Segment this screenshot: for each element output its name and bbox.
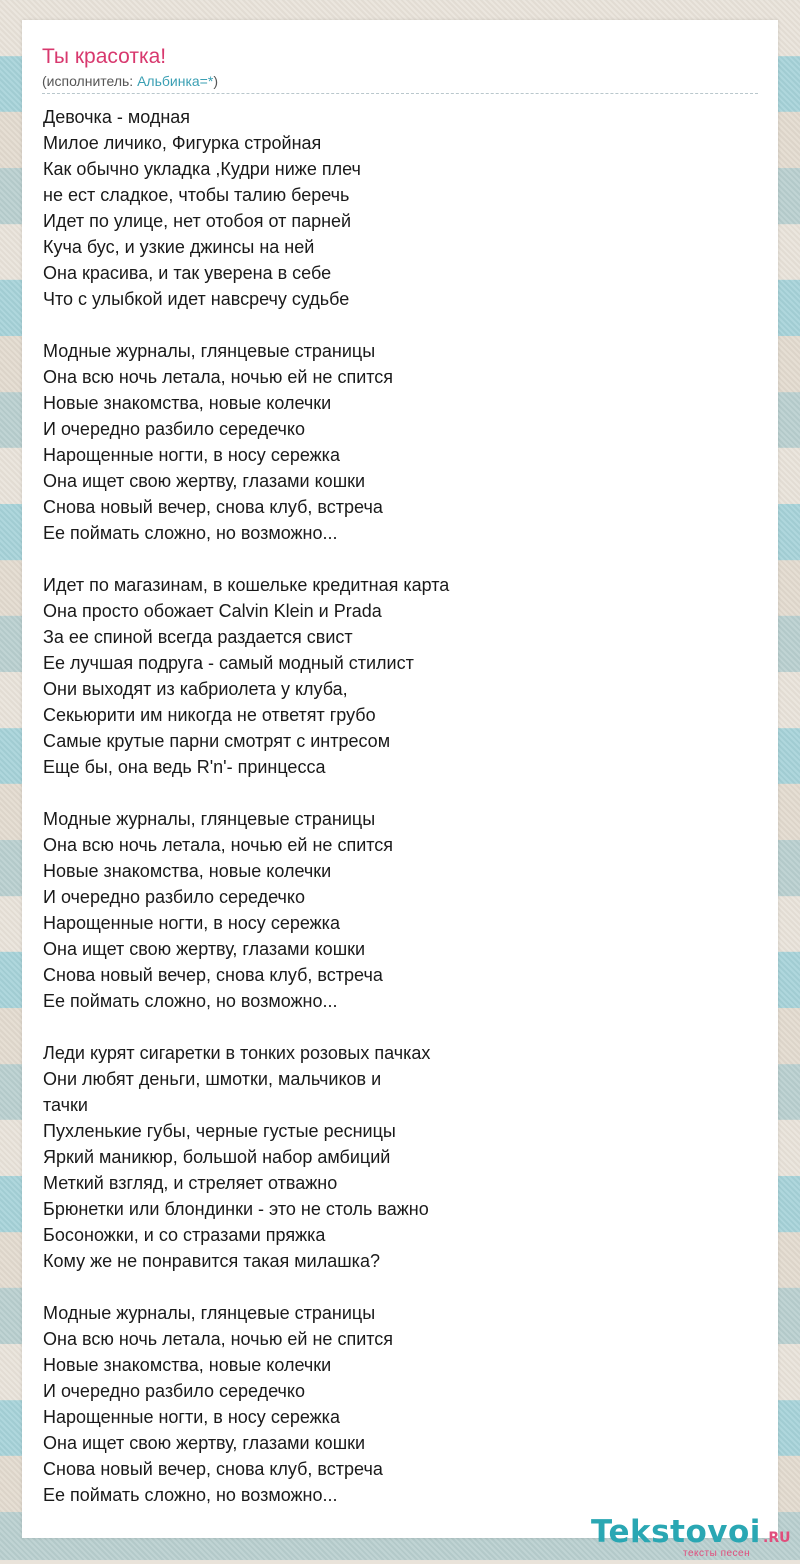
lyrics-line: Она всю ночь летала, ночью ей не спится <box>43 1329 394 1349</box>
lyrics-line: Модные журналы, глянцевые страницы <box>43 809 376 829</box>
lyrics-line: И очередно разбило середечко <box>43 419 305 439</box>
lyrics-stanza <box>43 806 523 1014</box>
lyrics-line: тачки <box>43 1095 88 1115</box>
lyrics-line: Кому же не понравится такая милашка? <box>43 1251 380 1271</box>
lyrics-line: Леди курят сигаретки в тонких розовых пачках <box>43 1043 431 1063</box>
lyrics-line: Снова новый вечер, снова клуб, встреча <box>43 965 383 985</box>
lyrics-line: Девочка - модная <box>43 107 191 127</box>
lyrics-line: Она красива, и так уверена в себе <box>43 263 332 283</box>
logo-name: Tekstovoi <box>591 1514 761 1550</box>
lyrics-line: Ее поймать сложно, но возможно... <box>43 1485 338 1505</box>
lyrics-line: Идет по магазинам, в кошельке кредитная карта <box>43 575 450 595</box>
lyrics-text <box>43 104 523 1508</box>
lyrics-line: Она просто обожает Calvin Klein и Prada <box>43 601 382 621</box>
lyrics-line: Ее поймать сложно, но возможно... <box>43 523 338 543</box>
song-title: Ты красотка! <box>42 45 167 68</box>
lyrics-line: Новые знакомства, новые колечки <box>43 1355 332 1375</box>
lyrics-line: Ее лучшая подруга - самый модный стилист <box>43 653 414 673</box>
lyrics-line: Новые знакомства, новые колечки <box>43 861 332 881</box>
lyrics-line: Новые знакомства, новые колечки <box>43 393 332 413</box>
site-logo[interactable] <box>591 1514 796 1564</box>
lyrics-line: Милое личико, Фигурка стройная <box>43 133 322 153</box>
lyrics-line: Она всю ночь летала, ночью ей не спится <box>43 835 394 855</box>
lyrics-line: Босоножки, и со стразами пряжка <box>43 1225 326 1245</box>
lyrics-line: Куча бус, и узкие джинсы на ней <box>43 237 315 257</box>
lyrics-line: За ее спиной всегда раздается свист <box>43 627 353 647</box>
lyrics-line: Модные журналы, глянцевые страницы <box>43 1303 376 1323</box>
lyrics-line: И очередно разбило середечко <box>43 887 305 907</box>
lyrics-line: не ест сладкое, чтобы талию беречь <box>43 185 350 205</box>
lyrics-line: Секьюрити им никогда не ответят грубо <box>43 705 376 725</box>
lyrics-line: Она ищет свою жертву, глазами кошки <box>43 1433 366 1453</box>
lyrics-line: Снова новый вечер, снова клуб, встреча <box>43 497 383 517</box>
lyrics-stanza <box>43 104 523 312</box>
lyrics-line: Она всю ночь летала, ночью ей не спится <box>43 367 394 387</box>
lyrics-line: И очередно разбило середечко <box>43 1381 305 1401</box>
lyrics-line: Меткий взгляд, и стреляет отважно <box>43 1173 338 1193</box>
lyrics-stanza <box>43 1040 523 1274</box>
lyrics-line: Еще бы, она ведь R'n'- принцесса <box>43 757 326 777</box>
lyrics-line: Нарощенные ногти, в носу сережка <box>43 445 340 465</box>
lyrics-line: Идет по улице, нет отобоя от парней <box>43 211 352 231</box>
lyrics-card <box>22 20 791 1559</box>
logo-tagline: тексты песен <box>683 1548 751 1559</box>
artist-suffix: ) <box>213 73 218 89</box>
lyrics-stanza <box>43 338 523 546</box>
lyrics-line: Нарощенные ногти, в носу сережка <box>43 1407 340 1427</box>
lyrics-line: Она ищет свою жертву, глазами кошки <box>43 939 366 959</box>
lyrics-line: Она ищет свою жертву, глазами кошки <box>43 471 366 491</box>
lyrics-line: Снова новый вечер, снова клуб, встреча <box>43 1459 383 1479</box>
lyrics-line: Как обычно укладка ,Кудри ниже плеч <box>43 159 361 179</box>
artist-line <box>42 72 218 90</box>
lyrics-line: Самые крутые парни смотрят с интресом <box>43 731 391 751</box>
artist-link[interactable]: Альбинка=* <box>137 73 214 89</box>
title-divider <box>42 93 758 94</box>
lyrics-line: Брюнетки или блондинки - это не столь важно <box>43 1199 429 1219</box>
lyrics-line: Они любят деньги, шмотки, мальчиков и <box>43 1069 382 1089</box>
lyrics-line: Ее поймать сложно, но возможно... <box>43 991 338 1011</box>
lyrics-line: Модные журналы, глянцевые страницы <box>43 341 376 361</box>
lyrics-line: Яркий маникюр, большой набор амбиций <box>43 1147 391 1167</box>
lyrics-line: Что с улыбкой идет навсречу судьбе <box>43 289 350 309</box>
artist-prefix: (исполнитель: <box>42 73 138 89</box>
lyrics-line: Они выходят из кабриолета у клуба, <box>43 679 348 699</box>
lyrics-line: Пухленькие губы, черные густые ресницы <box>43 1121 396 1141</box>
lyrics-line: Нарощенные ногти, в носу сережка <box>43 913 340 933</box>
lyrics-stanza <box>43 1300 523 1508</box>
lyrics-stanza <box>43 572 523 780</box>
logo-tld: .RU <box>763 1530 791 1546</box>
